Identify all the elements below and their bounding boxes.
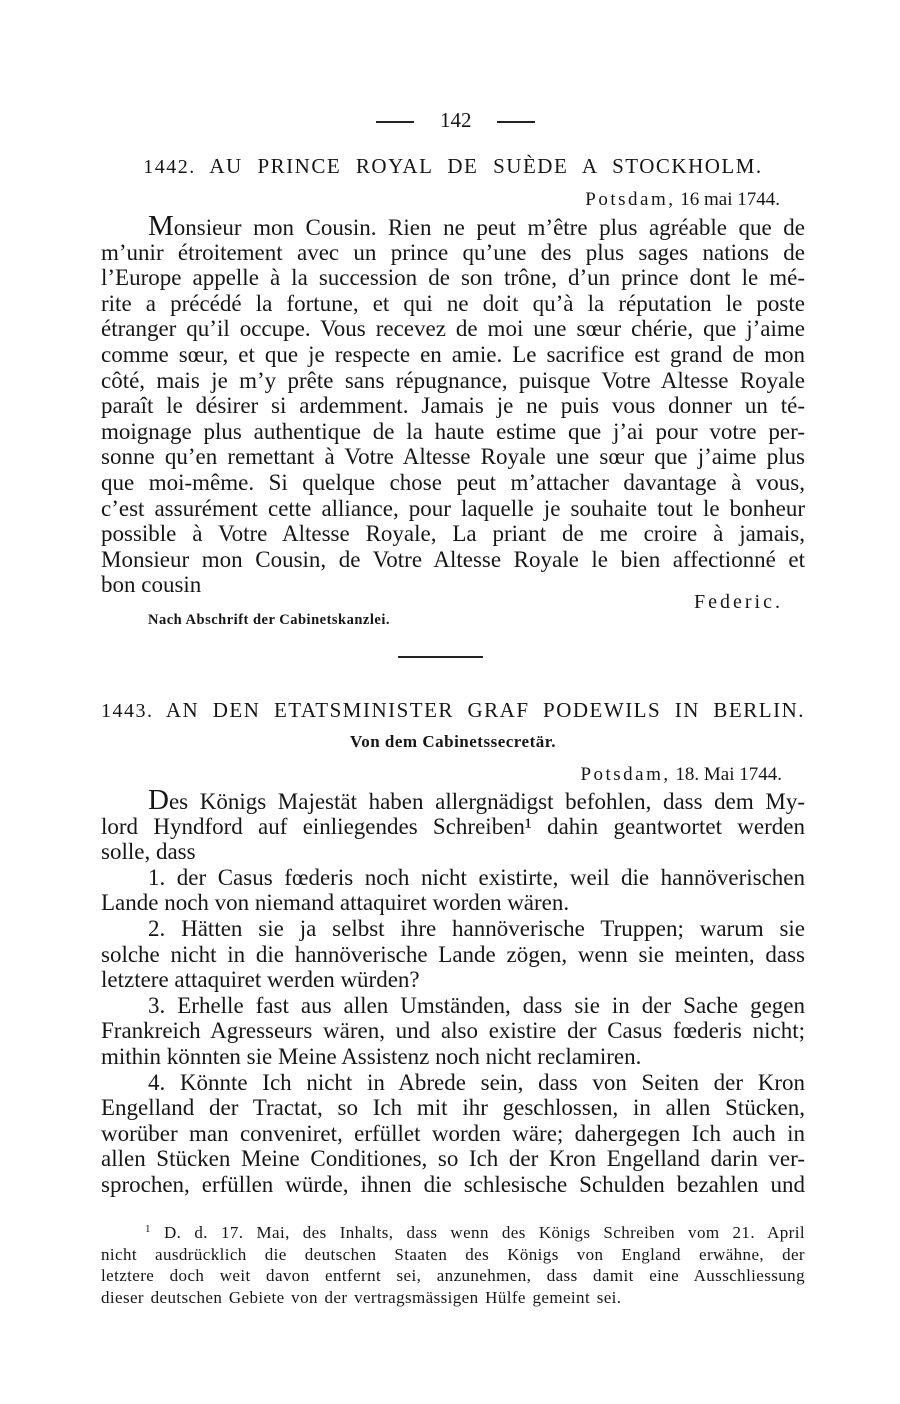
body-line: 2. Hätten sie ja selbst ihre hannöverische Truppen; warum sie xyxy=(148,915,805,941)
letter-title: AU PRINCE ROYAL DE SUÈDE A STOCKHOLM. xyxy=(209,154,763,178)
body-line: Monsieur mon Cousin. Rien ne peut m’être plus agréable que de xyxy=(148,210,805,242)
body-line: l’Europe appelle à la succession de son trône, d’un prince dont le mé- xyxy=(101,265,805,291)
letter-1442-dateline xyxy=(585,188,780,212)
letter-number: 1443. xyxy=(101,700,154,722)
letter-title: AN DEN ETATSMINISTER GRAF PODEWILS IN BERLIN. xyxy=(165,698,806,722)
date: 18. Mai 1744. xyxy=(675,764,782,785)
footnote-line: dieser deutschen Gebiete von der vertragsmässigen Hülfe gemeint sei. xyxy=(101,1288,622,1308)
letter-1443-heading xyxy=(101,696,805,724)
footnote-text: D. d. 17. Mai, des Inhalts, dass wenn des Königs Schreiben vom 21. April xyxy=(163,1223,805,1242)
body-line: Frankreich Agresseurs wären, und also existire der Casus fœderis nicht; xyxy=(101,1018,805,1044)
footnote-line: letztere doch weit davon entfernt sei, anzunehmen, dass damit eine Ausschliessung xyxy=(101,1266,805,1286)
date: 16 mai 1744. xyxy=(680,189,780,210)
body-line: sonne qu’en remettant à Votre Altesse Royale une sœur que j’aime plus xyxy=(101,444,805,470)
page-number: 142 xyxy=(440,108,472,132)
body-line: Monsieur mon Cousin, de Votre Altesse Royale le bien affectionné et xyxy=(101,546,805,572)
body-line: worüber man conveniret, erfüllet worden wäre; dahergegen Ich auch in xyxy=(101,1120,805,1146)
letter-1442-body xyxy=(101,210,805,598)
body-line: mithin könnten sie Meine Assistenz noch nicht reclamiren. xyxy=(101,1043,642,1069)
letter-1443-dateline xyxy=(580,763,782,787)
section-divider xyxy=(398,656,483,658)
page-number-rule-right xyxy=(497,121,535,123)
body-line: 3. Erhelle fast aus allen Umständen, dass sie in der Sache gegen xyxy=(148,992,805,1018)
body-line: côté, mais je m’y prête sans répugnance, puisque Votre Altesse Royale xyxy=(101,367,805,393)
letter-1442-heading xyxy=(101,152,805,180)
body-line: lord Hyndford auf einliegendes Schreiben¹ dahin geantwortet werden xyxy=(101,813,805,839)
signature: Federic. xyxy=(694,591,783,613)
body-line: moignage plus authentique de la haute estime que j’ai pour votre per- xyxy=(101,418,805,444)
body-line: solche nicht in die hannöverische Lande zögen, wenn sie meinten, dass xyxy=(101,941,805,967)
body-line: comme sœur, et que je respecte en amie. Le sacrifice est grand de mon xyxy=(101,341,805,367)
footnote-marker: 1 xyxy=(145,1223,151,1235)
body-line: 4. Könnte Ich nicht in Abrede sein, dass von Seiten der Kron xyxy=(148,1069,805,1095)
body-line: Des Königs Majestät haben allergnädigst befohlen, dass dem My- xyxy=(148,784,805,816)
body-line: paraît le désirer si ardemment. Jamais je ne puis vous donner un té- xyxy=(101,393,805,419)
body-line: 1. der Casus fœderis noch nicht existirte, weil die hannöverischen xyxy=(148,864,805,890)
letter-1443-subtitle: Von dem Cabinetssecretär. xyxy=(350,732,556,751)
date-place: Potsdam, xyxy=(580,764,671,785)
body-line: rite a précédé la fortune, et qui ne doit qu’à la réputation le poste xyxy=(101,290,805,316)
body-line: que moi-même. Si quelque chose peut m’attacher davantage à vous, xyxy=(101,469,805,495)
body-line: Lande noch von niemand attaquiret worden wären. xyxy=(101,890,570,916)
letter-number: 1442. xyxy=(143,156,196,178)
date-place: Potsdam, xyxy=(585,189,676,210)
body-line: sprochen, erfüllen würde, ihnen die schlesische Schulden bezahlen und xyxy=(101,1171,805,1197)
footnote-line: nicht ausdrücklich die deutschen Staaten des Königs von England erwähne, der xyxy=(101,1244,805,1264)
body-line: Engelland der Tractat, so Ich mit ihr geschlossen, in allen Stücken, xyxy=(101,1095,805,1121)
body-line: c’est assurément cette alliance, pour laquelle je souhaite tout le bonheur xyxy=(101,495,805,521)
body-line: bon cousin xyxy=(101,572,202,598)
footnote-line xyxy=(101,1222,805,1244)
body-line: possible à Votre Altesse Royale, La priant de me croire à jamais, xyxy=(101,521,805,547)
footnote xyxy=(101,1222,805,1309)
body-line: solle, dass xyxy=(101,839,196,865)
letter-1443-body xyxy=(101,784,805,1198)
body-line: étranger qu’il occupe. Vous recevez de moi une sœur chérie, que j’aime xyxy=(101,316,805,342)
body-line: m’unir étroitement avec un prince qu’une des plus sages nations de xyxy=(101,239,805,265)
page-number-rule-left xyxy=(376,121,414,123)
body-line: letztere attaquiret werden würden? xyxy=(101,967,420,993)
body-line: allen Stücken Meine Conditiones, so Ich der Kron Engelland darin ver- xyxy=(101,1146,805,1172)
source-note: Nach Abschrift der Cabinetskanzlei. xyxy=(148,612,390,628)
